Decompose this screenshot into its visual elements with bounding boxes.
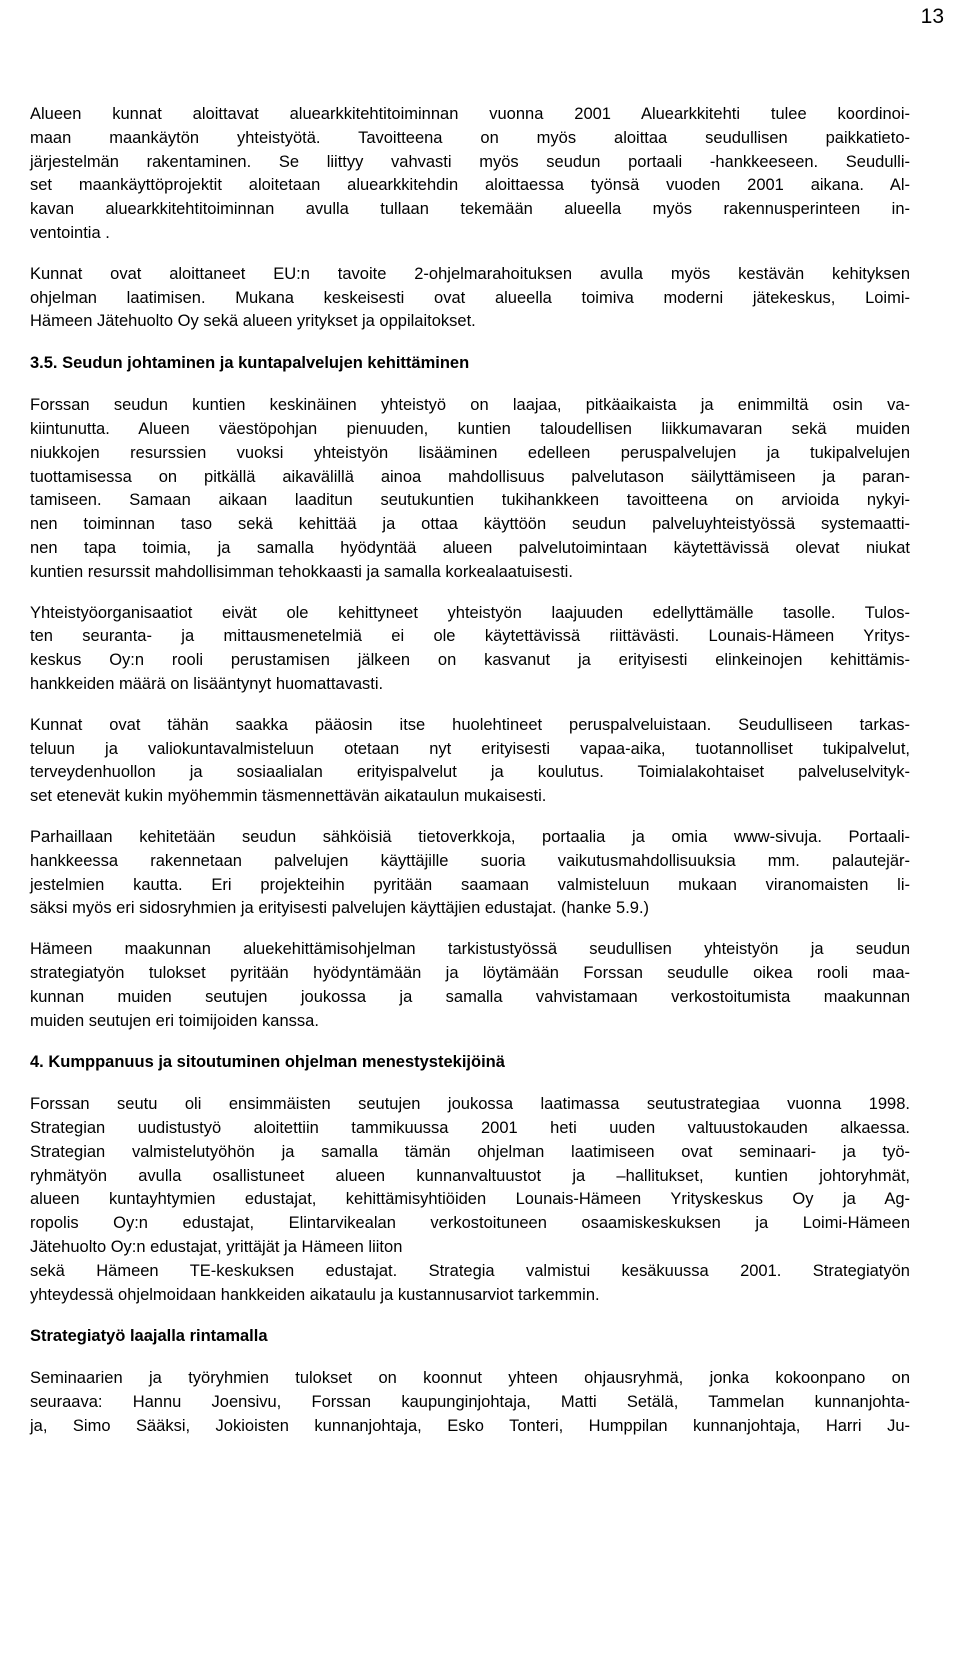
text-line: keskus Oy:n rooli perustamisen jälkeen on kasvanut ja erityisesti elinkeinojen kehittämis- xyxy=(30,651,910,670)
paragraph xyxy=(30,394,910,584)
text-line: yhteydessä ohjelmoidaan hankkeiden aikataulu ja kustannusarviot tarkemmin. xyxy=(30,1285,600,1304)
text-line: sekä Hämeen TE-keskuksen edustajat. Strategia valmistui kesäkuussa 2001. Strategiatyön xyxy=(30,1261,910,1280)
text-line: ventointia . xyxy=(30,223,110,242)
text-line: teluun ja valiokuntavalmisteluun otetaan nyt erityisesti vapaa-aika, tuotannolliset tukipalvelut, xyxy=(30,739,910,758)
text-line: nen tapa toimia, ja samalla hyödyntää alueen palvelutoimintaan käytettävissä olevat niukat xyxy=(30,538,910,557)
text-line: Forssan seudun kuntien keskinäinen yhteistyö on laajaa, pitkäaikaista ja enimmiltä osin va- xyxy=(30,396,910,415)
paragraph xyxy=(30,1093,910,1307)
subsection-heading: Strategiatyö laajalla rintamalla xyxy=(30,1327,268,1346)
text-line: terveydenhuollon ja sosiaalialan erityispalvelut ja koulutus. Toimialakohtaiset palveluselvityk- xyxy=(30,763,910,782)
text-line: tamiseen. Samaan aikaan laaditun seutukuntien tukihankkeen tavoitteena on arvioida nykyi- xyxy=(30,491,910,510)
text-line: Hämeen maakunnan aluekehittämisohjelman tarkistustyössä seudullisen yhteistyön ja seudun xyxy=(30,940,910,959)
paragraph xyxy=(30,103,910,246)
paragraph xyxy=(30,714,910,809)
text-line: maan maankäytön yhteistyötä. Tavoitteena on myös aloittaa seudullisen paikkatieto- xyxy=(30,128,910,147)
text-line: jestelmien kautta. Eri projekteihin pyritään saamaan valmisteluun mukaan viranomaisten li- xyxy=(30,875,910,894)
text-line: Hämeen Jätehuolto Oy sekä alueen yritykset ja oppilaitokset. xyxy=(30,312,476,331)
text-line: Strategian uudistustyö aloitettiin tammikuussa 2001 heti uuden valtuustokauden alkaessa. xyxy=(30,1119,910,1138)
text-line: Strategian valmistelutyöhön ja samalla tämän ohjelman laatimiseen ovat seminaari- ja työ- xyxy=(30,1142,910,1161)
paragraph xyxy=(30,602,910,697)
text-line: kavan aluearkkitehtitoiminnan avulla tullaan tekemään alueella myös rakennusperinteen in- xyxy=(30,200,910,219)
text-line: niukkojen resurssien vuoksi yhteistyön lisääminen edelleen peruspalvelujen ja tukipalvelujen xyxy=(30,443,910,462)
text-line: ryhmätyön avulla osallistuneet alueen kunnanvaltuustot ja –hallitukset, kuntien johtoryhmät, xyxy=(30,1166,910,1185)
text-line: Jätehuolto Oy:n edustajat, yrittäjät ja Hämeen liiton xyxy=(30,1238,403,1257)
text-line: ohjelman laatimisen. Mukana keskeisesti ovat alueella toimiva moderni jätekeskus, Loimi- xyxy=(30,288,910,307)
page-number: 13 xyxy=(920,5,944,28)
text-line: ten seuranta- ja mittausmenetelmiä ei ole käytettävissä riittävästi. Lounais-Hämeen Yritys- xyxy=(30,627,910,646)
text-line: Kunnat ovat aloittaneet EU:n tavoite 2-ohjelmarahoituksen avulla myös kestävän kehityksen xyxy=(30,264,910,283)
text-line: ropolis Oy:n edustajat, Elintarvikealan verkostoituneen osaamiskeskuksen ja Loimi-Hämeen xyxy=(30,1214,910,1233)
text-line: Forssan seutu oli ensimmäisten seutujen joukossa laatimassa seutustrategiaa vuonna 1998. xyxy=(30,1095,910,1114)
text-line: set maankäyttöprojektit aloitetaan aluearkkitehdin aloittaessa työnsä vuoden 2001 aikana. Al- xyxy=(30,176,910,195)
text-line: kuntien resurssit mahdollisimman tehokkaasti ja samalla korkealaatuisesti. xyxy=(30,562,573,581)
text-line: strategiatyön tulokset pyritään hyödyntämään ja löytämään Forssan seudulle oikea rooli maa- xyxy=(30,963,910,982)
text-line: ja, Simo Sääksi, Jokioisten kunnanjohtaja, Esko Tonteri, Humppilan kunnanjohtaja, Harri Ju- xyxy=(30,1417,910,1436)
text-line: kunnan muiden seutujen joukossa ja samalla vahvistamaan verkostoitumista maakunnan xyxy=(30,987,910,1006)
text-line: Parhaillaan kehitetään seudun sähköisiä tietoverkkoja, portaalia ja omia www-sivuja. Portaali- xyxy=(30,827,910,846)
text-line: järjestelmän rakentaminen. Se liittyy vahvasti myös seudun portaali -hankkeeseen. Seudulli- xyxy=(30,152,910,171)
text-line: Seminaarien ja työryhmien tulokset on koonnut yhteen ohjausryhmä, jonka kokoonpano on xyxy=(30,1369,910,1388)
section-heading: 3.5. Seudun johtaminen ja kuntapalvelujen kehittäminen xyxy=(30,354,470,373)
text-line: nen toiminnan taso sekä kehittää ja ottaa käyttöön seudun palveluyhteistyössä systemaatti- xyxy=(30,515,910,534)
text-line: alueen kuntayhtymien edustajat, kehittämisyhtiöiden Lounais-Hämeen Yrityskeskus Oy ja Ag- xyxy=(30,1190,910,1209)
text-line: Yhteistyöorganisaatiot eivät ole kehittyneet yhteistyön laajuuden edellyttämälle tasolle. Tulos- xyxy=(30,603,910,622)
text-line: muiden seutujen eri toimijoiden kanssa. xyxy=(30,1011,319,1030)
document-body xyxy=(30,103,910,1456)
paragraph xyxy=(30,1367,910,1438)
text-line: seuraava: Hannu Joensivu, Forssan kaupunginjohtaja, Matti Setälä, Tammelan kunnanjohta- xyxy=(30,1393,910,1412)
text-line: säksi myös eri sidosryhmien ja erityisesti palvelujen käyttäjien edustajat. (hanke 5.9.) xyxy=(30,899,650,918)
text-line: set etenevät kukin myöhemmin täsmennettävän aikataulun mukaisesti. xyxy=(30,787,547,806)
text-line: hankkeessa rakennetaan palvelujen käyttäjille suoria vaikutusmahdollisuuksia mm. palautejär- xyxy=(30,851,910,870)
text-line: kiintunutta. Alueen väestöpohjan pienuuden, kuntien taloudellisen liikkumavaran sekä muiden xyxy=(30,419,910,438)
text-line: Alueen kunnat aloittavat aluearkkitehtitoiminnan vuonna 2001 Aluearkkitehti tulee koordinoi- xyxy=(30,105,910,123)
chapter-heading: 4. Kumppanuus ja sitoutuminen ohjelman menestystekijöinä xyxy=(30,1053,505,1072)
paragraph xyxy=(30,938,910,1033)
text-line: hankkeiden määrä on lisääntynyt huomattavasti. xyxy=(30,674,384,693)
paragraph xyxy=(30,826,910,921)
text-line: tuottamisessa on pitkällä aikavälillä ainoa mahdollisuus palvelutason säilyttämiseen ja paran- xyxy=(30,467,910,486)
text-line: Kunnat ovat tähän saakka pääosin itse huolehtineet peruspalveluistaan. Seudulliseen tarkas- xyxy=(30,715,910,734)
paragraph xyxy=(30,263,910,334)
